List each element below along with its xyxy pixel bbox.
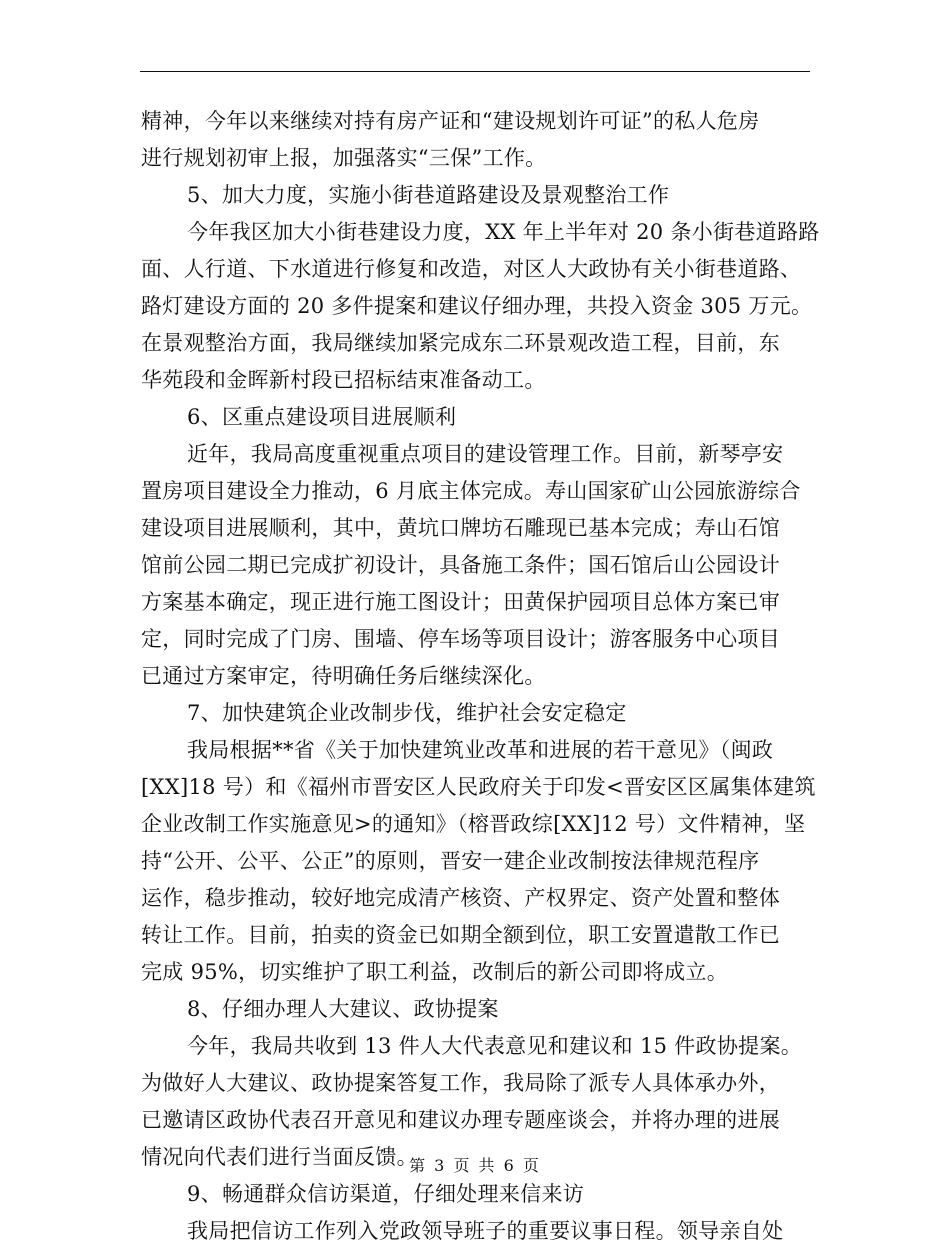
- section-heading: 6、区重点建设项目进展顺利: [187, 405, 457, 429]
- text-line: 馆前公园二期已完成扩初设计，具备施工条件；国石馆后山公园设计: [141, 553, 780, 577]
- text-line: 路灯建设方面的 20 多件提案和建议仔细办理，共投入资金 305 万元。: [141, 294, 813, 318]
- section-heading: 5、加大力度，实施小街巷道路建设及景观整治工作: [187, 183, 670, 207]
- section-heading: 7、加快建筑企业改制步伐，维护社会安定稳定: [187, 701, 627, 725]
- text-line: 我局把信访工作列入党政领导班子的重要议事日程。领导亲自处: [187, 1219, 784, 1243]
- text-line: 转让工作。目前，拍卖的资金已如期全额到位，职工安置遣散工作已: [141, 923, 780, 947]
- text-line: 精神，今年以来继续对持有房产证和“建设规划许可证”的私人危房: [141, 109, 760, 133]
- text-line: 面、人行道、下水道进行修复和改造，对区人大政协有关小街巷道路、: [141, 257, 802, 281]
- header-rule: [140, 71, 810, 72]
- text-line: 今年我区加大小街巷建设力度，XX 年上半年对 20 条小街巷道路路: [187, 220, 820, 244]
- text-line: 为做好人大建议、政协提案答复工作，我局除了派专人具体承办外，: [141, 1071, 780, 1095]
- section-heading: 8、仔细办理人大建议、政协提案: [187, 997, 499, 1021]
- text-line: 我局根据**省《关于加快建筑业改革和进展的若干意见》（闽政: [187, 738, 774, 762]
- text-line: 完成 95%，切实维护了职工利益，改制后的新公司即将成立。: [141, 960, 729, 984]
- text-line: 已通过方案审定，待明确任务后继续深化。: [141, 664, 546, 688]
- text-line: 今年，我局共收到 13 件人大代表意见和建议和 15 件政协提案。: [187, 1034, 803, 1058]
- text-line: [XX]18 号）和《福州市晋安区人民政府关于印发<晋安区区属集体建筑: [141, 775, 816, 799]
- text-line: 已邀请区政协代表召开意见和建议办理专题座谈会，并将办理的进展: [141, 1108, 780, 1132]
- page-number-footer: 第 3 页 共 6 页: [409, 1156, 541, 1175]
- text-line: 企业改制工作实施意见>的通知》（榕晋政综[XX]12 号）文件精神，坚: [141, 812, 806, 836]
- text-line: 运作，稳步推动，较好地完成清产核资、产权界定、资产处置和整体: [141, 886, 780, 910]
- text-line: 持“公开、公平、公正”的原则，晋安一建企业改制按法律规范程序: [141, 849, 760, 873]
- text-line: 情况向代表们进行当面反馈。: [141, 1145, 418, 1169]
- text-line: 方案基本确定，现正进行施工图设计；田黄保护园项目总体方案已审: [141, 590, 780, 614]
- text-line: 进行规划初审上报，加强落实“三保”工作。: [141, 146, 547, 170]
- text-line: 定，同时完成了门房、围墙、停车场等项目设计；游客服务中心项目: [141, 627, 780, 651]
- section-heading: 9、畅通群众信访渠道，仔细处理来信来访: [187, 1182, 585, 1206]
- text-line: 华苑段和金晖新村段已招标结束准备动工。: [141, 368, 546, 392]
- text-line: 置房项目建设全力推动，6 月底主体完成。寿山国家矿山公园旅游综合: [141, 479, 801, 503]
- body-text: [141, 103, 820, 1250]
- text-line: 在景观整治方面，我局继续加紧完成东二环景观改造工程，目前，东: [141, 331, 780, 355]
- text-line: 近年，我局高度重视重点项目的建设管理工作。目前，新琴亭安: [187, 442, 784, 466]
- text-line: 建设项目进展顺利，其中，黄坑口牌坊石雕现已基本完成；寿山石馆: [141, 516, 780, 540]
